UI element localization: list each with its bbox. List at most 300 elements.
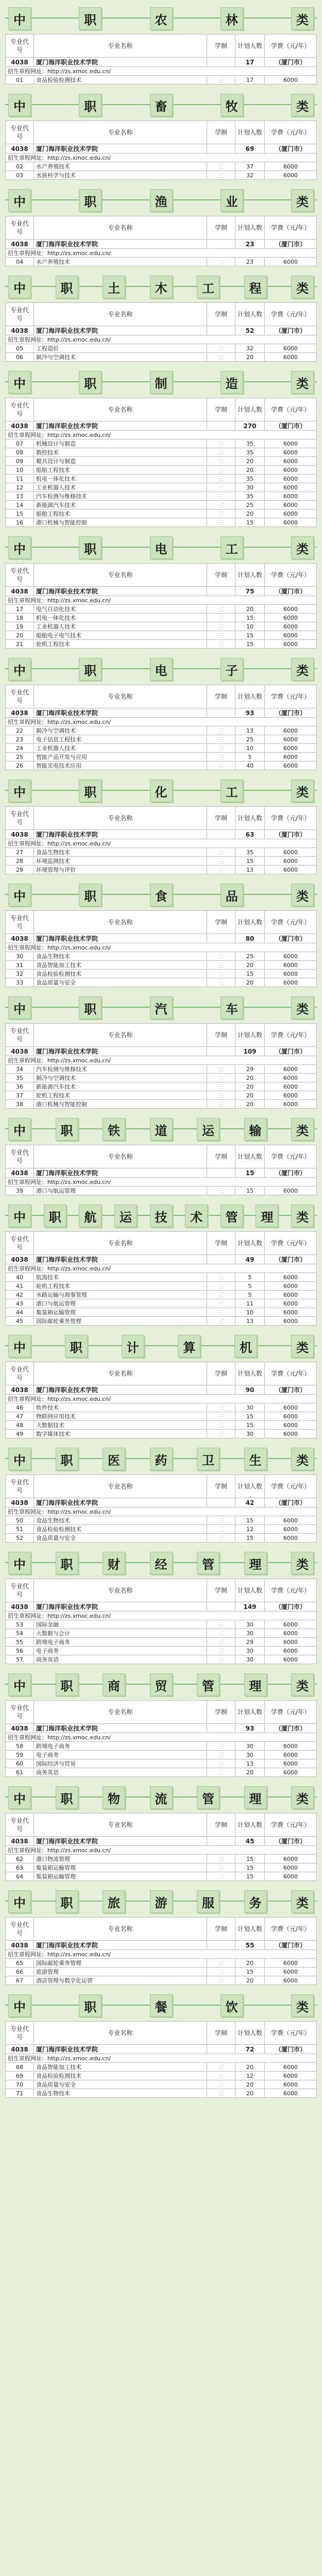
banner-char: 品 xyxy=(221,884,243,906)
school-length xyxy=(207,1724,235,1733)
school-website[interactable]: 招生章程网址：http://zs.xmoc.edu.cn/ xyxy=(6,2054,317,2063)
table-row xyxy=(6,1100,317,1109)
major-plan: 20 xyxy=(235,978,265,987)
banner-char: 计 xyxy=(122,1335,144,1358)
major-name: 软件技术 xyxy=(34,1403,207,1412)
major-length: 三 xyxy=(207,1308,235,1317)
major-fee: 6000 xyxy=(265,1317,317,1326)
school-website[interactable]: 招生章程网址：http://zs.xmoc.edu.cn/ xyxy=(6,67,317,76)
enrollment-table xyxy=(5,1475,317,1543)
major-name: 港口与航运管理 xyxy=(34,1187,207,1195)
major-plan: 30 xyxy=(235,1751,265,1759)
school-row xyxy=(6,421,317,431)
major-length: 三 xyxy=(207,162,235,171)
table-row xyxy=(6,439,317,448)
major-fee: 6000 xyxy=(265,2072,317,2080)
school-website[interactable]: 招生章程网址：http://zs.xmoc.edu.cn/ xyxy=(6,1733,317,1742)
major-code: 29 xyxy=(6,866,34,874)
major-name: 工业机器人技术 xyxy=(34,483,207,492)
header-code: 专业代号 xyxy=(6,1701,34,1724)
school-plan: 63 xyxy=(235,830,265,839)
major-code: 21 xyxy=(6,640,34,649)
major-plan: 25 xyxy=(235,501,265,510)
category-banner xyxy=(5,1333,317,1359)
major-plan: 23 xyxy=(235,258,265,266)
major-plan: 10 xyxy=(235,744,265,753)
major-fee: 6000 xyxy=(265,466,317,474)
school-plan: 15 xyxy=(235,1168,265,1178)
header-plan: 计划人数 xyxy=(235,1918,265,1941)
header-code: 专业代号 xyxy=(6,911,34,934)
table-header xyxy=(6,1024,317,1047)
school-website[interactable]: 招生章程网址：http://zs.xmoc.edu.cn/ xyxy=(6,596,317,605)
header-length: 学制 xyxy=(207,807,235,830)
header-plan: 计划人数 xyxy=(235,1362,265,1385)
table-row xyxy=(6,344,317,353)
major-length: 三 xyxy=(207,961,235,970)
header-name: 专业名称 xyxy=(34,564,207,587)
site-row xyxy=(6,335,317,344)
school-website[interactable]: 招生章程网址：http://zs.xmoc.edu.cn/ xyxy=(6,943,317,952)
major-code: 60 xyxy=(6,1759,34,1768)
major-name: 旅游管理 xyxy=(34,1968,207,1976)
school-length xyxy=(207,1385,235,1395)
table-header xyxy=(6,1814,317,1837)
header-fee: 学费（元/年） xyxy=(265,398,317,421)
school-website[interactable]: 招生章程网址：http://zs.xmoc.edu.cn/ xyxy=(6,718,317,726)
major-fee: 6000 xyxy=(265,761,317,770)
table-row xyxy=(6,1534,317,1543)
school-plan: 72 xyxy=(235,2045,265,2054)
major-name: 食品质量与安全 xyxy=(34,1534,207,1543)
major-length: 三 xyxy=(207,448,235,457)
school-website[interactable]: 招生章程网址：http://zs.xmoc.edu.cn/ xyxy=(6,1395,317,1403)
banner-title xyxy=(5,1784,317,1809)
table-row xyxy=(6,857,317,866)
school-city: （厦门市） xyxy=(265,326,317,335)
header-plan: 计划人数 xyxy=(235,911,265,934)
banner-char: 土 xyxy=(103,276,125,298)
school-plan: 17 xyxy=(235,58,265,67)
banner-char: 类 xyxy=(291,1335,314,1358)
banner-char: 渔 xyxy=(150,189,173,212)
school-code: 4038 xyxy=(6,144,34,154)
major-plan: 30 xyxy=(235,1629,265,1638)
major-length: 三 xyxy=(207,631,235,640)
major-code: 27 xyxy=(6,848,34,857)
table-row xyxy=(6,1291,317,1299)
major-plan: 30 xyxy=(235,1647,265,1655)
major-code: 16 xyxy=(6,518,34,527)
major-plan: 29 xyxy=(235,1638,265,1647)
header-plan: 计划人数 xyxy=(235,1232,265,1255)
school-website[interactable]: 招生章程网址：http://zs.xmoc.edu.cn/ xyxy=(6,1507,317,1516)
header-plan: 计划人数 xyxy=(235,1475,265,1498)
major-name: 港口机械与智能控制 xyxy=(34,1100,207,1109)
header-length: 学制 xyxy=(207,1145,235,1168)
major-plan: 32 xyxy=(235,171,265,180)
major-length: 三 xyxy=(207,735,235,744)
major-code: 30 xyxy=(6,952,34,961)
table-row xyxy=(6,1403,317,1412)
major-fee: 6000 xyxy=(265,726,317,735)
table-row xyxy=(6,1282,317,1291)
table-row xyxy=(6,1872,317,1881)
major-length: 三 xyxy=(207,952,235,961)
header-plan: 计划人数 xyxy=(235,807,265,830)
major-code: 33 xyxy=(6,978,34,987)
major-name: 数控技术 xyxy=(34,448,207,457)
school-city: （厦门市） xyxy=(265,58,317,67)
table-row xyxy=(6,483,317,492)
banner-title xyxy=(5,1446,317,1470)
major-plan: 13 xyxy=(235,1317,265,1326)
major-plan: 40 xyxy=(235,761,265,770)
school-plan: 109 xyxy=(235,1047,265,1056)
header-code: 专业代号 xyxy=(6,303,34,326)
major-name: 国际金融 xyxy=(34,1620,207,1629)
major-fee: 6000 xyxy=(265,1065,317,1074)
banner-title xyxy=(5,1888,317,1913)
major-code: 34 xyxy=(6,1065,34,1074)
major-plan: 15 xyxy=(235,1968,265,1976)
banner-char: 林 xyxy=(221,7,243,30)
banner-title xyxy=(5,274,317,298)
banner-title xyxy=(5,1992,317,2017)
major-fee: 6000 xyxy=(265,1291,317,1299)
major-name: 大数据技术 xyxy=(34,1421,207,1430)
table-header xyxy=(6,685,317,708)
school-row xyxy=(6,1255,317,1264)
major-name: 工业机器人技术 xyxy=(34,744,207,753)
major-length: 三 xyxy=(207,492,235,501)
major-code: 62 xyxy=(6,1855,34,1863)
table-row xyxy=(6,605,317,614)
table-row xyxy=(6,1082,317,1091)
school-code: 4038 xyxy=(6,1837,34,1846)
major-name: 电子信息工程技术 xyxy=(34,735,207,744)
school-name: 厦门海洋职业技术学院 xyxy=(34,240,207,249)
banner-char: 贸 xyxy=(150,1673,173,1696)
major-code: 41 xyxy=(6,1282,34,1291)
banner-char: 食 xyxy=(150,884,173,906)
major-length: 三 xyxy=(207,1620,235,1629)
major-length: 三 xyxy=(207,726,235,735)
header-name: 专业名称 xyxy=(34,1579,207,1602)
banner-title xyxy=(5,369,317,394)
table-row xyxy=(6,501,317,510)
banner-char: 铁 xyxy=(103,1118,125,1141)
category-section xyxy=(0,87,322,182)
table-header xyxy=(6,1701,317,1724)
school-code: 4038 xyxy=(6,58,34,67)
banner-char: 职 xyxy=(79,7,101,30)
major-length: 三 xyxy=(207,866,235,874)
major-fee: 6000 xyxy=(265,961,317,970)
site-row xyxy=(6,67,317,76)
major-fee: 6000 xyxy=(265,1516,317,1525)
major-name: 水路运输与海事管理 xyxy=(34,1291,207,1299)
major-fee: 6000 xyxy=(265,1638,317,1647)
category-banner xyxy=(5,656,317,682)
school-name: 厦门海洋职业技术学院 xyxy=(34,326,207,335)
major-length: 三 xyxy=(207,1968,235,1976)
major-name: 食品质量与安全 xyxy=(34,978,207,987)
major-length: 三 xyxy=(207,1855,235,1863)
school-website[interactable]: 招生章程网址：http://zs.xmoc.edu.cn/ xyxy=(6,1846,317,1855)
major-length: 三 xyxy=(207,1403,235,1412)
table-row xyxy=(6,1968,317,1976)
table-row xyxy=(6,1187,317,1195)
major-name: 国际经济与贸易 xyxy=(34,1759,207,1768)
site-row xyxy=(6,2054,317,2063)
category-section xyxy=(0,1197,322,1328)
school-city: （厦门市） xyxy=(265,240,317,249)
school-website[interactable]: 招生章程网址：http://zs.xmoc.edu.cn/ xyxy=(6,839,317,848)
major-length: 三 xyxy=(207,1187,235,1195)
table-row xyxy=(6,1091,317,1100)
school-website[interactable]: 招生章程网址：http://zs.xmoc.edu.cn/ xyxy=(6,249,317,258)
banner-char: 中 xyxy=(8,996,31,1019)
school-code: 4038 xyxy=(6,240,34,249)
major-name: 船舶电子电气技术 xyxy=(34,631,207,640)
table-header xyxy=(6,2022,317,2045)
major-length: 三 xyxy=(207,1751,235,1759)
major-name: 水族科学与技术 xyxy=(34,171,207,180)
major-length: 三 xyxy=(207,518,235,527)
header-name: 专业名称 xyxy=(34,1918,207,1941)
major-length: 三 xyxy=(207,1629,235,1638)
major-fee: 6000 xyxy=(265,2080,317,2089)
banner-char: 职 xyxy=(79,189,101,212)
school-code: 4038 xyxy=(6,326,34,335)
major-length: 三 xyxy=(207,439,235,448)
major-code: 06 xyxy=(6,353,34,362)
enrollment-table xyxy=(5,1813,317,1881)
major-plan: 20 xyxy=(235,1100,265,1109)
major-plan: 5 xyxy=(235,1273,265,1282)
banner-char: 类 xyxy=(291,94,314,116)
school-plan: 93 xyxy=(235,708,265,718)
category-section xyxy=(0,1883,322,1987)
banner-char: 游 xyxy=(150,1890,173,1913)
table-header xyxy=(6,303,317,326)
table-row xyxy=(6,1299,317,1308)
banner-char: 中 xyxy=(8,1786,31,1809)
banner-char: 工 xyxy=(221,536,243,559)
enrollment-table xyxy=(5,121,317,180)
major-code: 35 xyxy=(6,1074,34,1082)
table-row xyxy=(6,1655,317,1664)
table-header xyxy=(6,1475,317,1498)
table-row xyxy=(6,1863,317,1872)
major-name: 食品智能加工技术 xyxy=(34,2063,207,2072)
school-row xyxy=(6,1941,317,1950)
major-code: 39 xyxy=(6,1187,34,1195)
school-name: 厦门海洋职业技术学院 xyxy=(34,587,207,596)
header-fee: 学费（元/年） xyxy=(265,564,317,587)
major-fee: 6000 xyxy=(265,1273,317,1282)
header-fee: 学费（元/年） xyxy=(265,216,317,240)
school-length xyxy=(207,144,235,154)
banner-char: 程 xyxy=(244,276,267,298)
major-code: 67 xyxy=(6,1976,34,1985)
major-code: 70 xyxy=(6,2080,34,2089)
header-code: 专业代号 xyxy=(6,1145,34,1168)
major-length: 三 xyxy=(207,622,235,631)
major-plan: 20 xyxy=(235,1768,265,1777)
major-length: 三 xyxy=(207,761,235,770)
major-fee: 6000 xyxy=(265,1872,317,1881)
table-row xyxy=(6,735,317,744)
major-name: 工程造价 xyxy=(34,344,207,353)
major-plan: 30 xyxy=(235,1430,265,1438)
banner-char: 服 xyxy=(197,1890,219,1913)
major-code: 49 xyxy=(6,1430,34,1438)
banner-char: 技 xyxy=(150,1205,173,1227)
banner-char: 饮 xyxy=(221,1994,243,2017)
major-code: 20 xyxy=(6,631,34,640)
enrollment-table xyxy=(5,1579,317,1664)
school-row xyxy=(6,1385,317,1395)
major-length: 三 xyxy=(207,2089,235,2098)
category-banner xyxy=(5,1116,317,1142)
major-length: 三 xyxy=(207,857,235,866)
major-fee: 6000 xyxy=(265,2063,317,2072)
school-website[interactable]: 招生章程网址：http://zs.xmoc.edu.cn/ xyxy=(6,1612,317,1620)
major-plan: 13 xyxy=(235,726,265,735)
major-code: 38 xyxy=(6,1100,34,1109)
major-length: 三 xyxy=(207,344,235,353)
banner-char: 中 xyxy=(8,1994,31,2017)
school-city: （厦门市） xyxy=(265,587,317,596)
header-name: 专业名称 xyxy=(34,1475,207,1498)
table-row xyxy=(6,1620,317,1629)
header-fee: 学费（元/年） xyxy=(265,121,317,144)
header-length: 学制 xyxy=(207,35,235,58)
header-code: 专业代号 xyxy=(6,1024,34,1047)
major-code: 15 xyxy=(6,510,34,518)
table-row xyxy=(6,1525,317,1534)
major-length: 三 xyxy=(207,1647,235,1655)
enrollment-table xyxy=(5,1700,317,1777)
banner-char: 类 xyxy=(291,189,314,212)
major-plan: 15 xyxy=(235,857,265,866)
banner-char: 工 xyxy=(197,276,219,298)
major-plan: 20 xyxy=(235,1082,265,1091)
major-code: 19 xyxy=(6,622,34,631)
table-row xyxy=(6,761,317,770)
school-length xyxy=(207,240,235,249)
school-website[interactable]: 招生章程网址：http://zs.xmoc.edu.cn/ xyxy=(6,1264,317,1273)
major-length: 三 xyxy=(207,510,235,518)
school-website[interactable]: 招生章程网址：http://zs.xmoc.edu.cn/ xyxy=(6,335,317,344)
banner-char: 类 xyxy=(291,1890,314,1913)
banner-char: 运 xyxy=(197,1118,219,1141)
school-website[interactable]: 招生章程网址：http://zs.xmoc.edu.cn/ xyxy=(6,154,317,162)
major-name: 新能源汽车技术 xyxy=(34,501,207,510)
school-length xyxy=(207,1168,235,1178)
major-plan: 15 xyxy=(235,1421,265,1430)
major-length: 三 xyxy=(207,753,235,761)
school-length xyxy=(207,1255,235,1264)
school-name: 厦门海洋职业技术学院 xyxy=(34,1168,207,1178)
school-code: 4038 xyxy=(6,1724,34,1733)
major-code: 36 xyxy=(6,1082,34,1091)
school-city: （厦门市） xyxy=(265,1047,317,1056)
school-length xyxy=(207,1837,235,1846)
header-length: 学制 xyxy=(207,685,235,708)
major-plan: 15 xyxy=(235,1872,265,1881)
major-name: 轮机工程技术 xyxy=(34,640,207,649)
major-code: 43 xyxy=(6,1299,34,1308)
header-code: 专业代号 xyxy=(6,35,34,58)
school-name: 厦门海洋职业技术学院 xyxy=(34,1724,207,1733)
header-code: 专业代号 xyxy=(6,1579,34,1602)
banner-char: 运 xyxy=(114,1205,137,1227)
banner-char: 管 xyxy=(197,1552,219,1574)
school-row xyxy=(6,587,317,596)
banner-char: 类 xyxy=(291,884,314,906)
category-banner xyxy=(5,1202,317,1228)
table-row xyxy=(6,1273,317,1282)
major-plan: 15 xyxy=(235,631,265,640)
school-website[interactable]: 招生章程网址：http://zs.xmoc.edu.cn/ xyxy=(6,1950,317,1959)
major-plan: 11 xyxy=(235,1299,265,1308)
banner-char: 职 xyxy=(79,884,101,906)
school-plan: 52 xyxy=(235,326,265,335)
header-fee: 学费（元/年） xyxy=(265,1579,317,1602)
major-fee: 6000 xyxy=(265,353,317,362)
major-code: 57 xyxy=(6,1655,34,1664)
major-length: 三 xyxy=(207,1759,235,1768)
school-website[interactable]: 招生章程网址：http://zs.xmoc.edu.cn/ xyxy=(6,431,317,439)
school-row xyxy=(6,1047,317,1056)
major-code: 32 xyxy=(6,970,34,978)
header-fee: 学费（元/年） xyxy=(265,807,317,830)
major-fee: 6000 xyxy=(265,1299,317,1308)
school-code: 4038 xyxy=(6,1255,34,1264)
header-plan: 计划人数 xyxy=(235,2022,265,2045)
major-plan: 35 xyxy=(235,474,265,483)
school-plan: 42 xyxy=(235,1498,265,1507)
major-plan: 37 xyxy=(235,162,265,171)
school-plan: 49 xyxy=(235,1255,265,1264)
table-row xyxy=(6,622,317,631)
major-code: 71 xyxy=(6,2089,34,2098)
school-row xyxy=(6,326,317,335)
major-code: 24 xyxy=(6,744,34,753)
header-code: 专业代号 xyxy=(6,1232,34,1255)
school-website[interactable]: 招生章程网址：http://zs.xmoc.edu.cn/ xyxy=(6,1178,317,1187)
school-website[interactable]: 招生章程网址：http://zs.xmoc.edu.cn/ xyxy=(6,1056,317,1065)
major-code: 08 xyxy=(6,448,34,457)
major-fee: 6000 xyxy=(265,1282,317,1291)
header-length: 学制 xyxy=(207,1024,235,1047)
major-code: 53 xyxy=(6,1620,34,1629)
major-name: 数字媒体技术 xyxy=(34,1430,207,1438)
table-row xyxy=(6,631,317,640)
major-code: 37 xyxy=(6,1091,34,1100)
header-plan: 计划人数 xyxy=(235,1024,265,1047)
header-code: 专业代号 xyxy=(6,2022,34,2045)
header-fee: 学费（元/年） xyxy=(265,1145,317,1168)
major-name: 食品生物技术 xyxy=(34,848,207,857)
major-fee: 6000 xyxy=(265,1091,317,1100)
banner-char: 类 xyxy=(291,536,314,559)
table-row xyxy=(6,448,317,457)
banner-char: 机 xyxy=(234,1335,257,1358)
